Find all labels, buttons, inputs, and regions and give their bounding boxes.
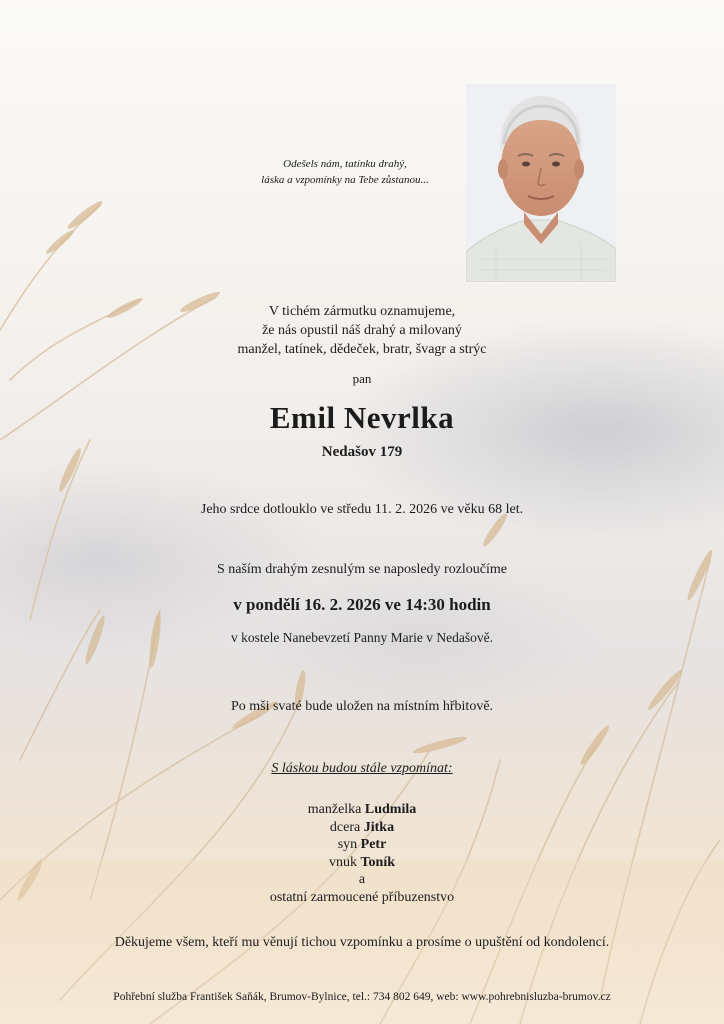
deceased-name: Emil Nevrlka bbox=[269, 400, 455, 435]
mourner-name: Toník bbox=[360, 854, 395, 870]
mourner-name: Petr bbox=[360, 837, 387, 853]
mourner-row bbox=[0, 819, 724, 837]
ceremony-intro: S naším drahým zesnulým se naposledy rozloučíme bbox=[216, 562, 508, 577]
mourner-row bbox=[0, 801, 724, 819]
honorific: pan bbox=[352, 371, 372, 386]
portrait-illustration bbox=[466, 84, 616, 282]
intro-line-2: že nás opustil náš drahý a milovaný bbox=[262, 323, 462, 338]
mourner-relation: syn bbox=[337, 837, 358, 853]
memorial-quote bbox=[240, 156, 450, 188]
mourner-row bbox=[0, 836, 724, 854]
intro-line-3: manžel, tatínek, dědeček, bratr, švagr a strýc bbox=[237, 342, 487, 357]
mourner-relation: vnuk bbox=[328, 854, 357, 870]
quote-line-2: láska a vzpomínky na Tebe zůstanou... bbox=[261, 174, 429, 186]
quote-line-1: Odešels nám, tatínku drahý, bbox=[283, 158, 407, 170]
mourners-rest: ostatní zarmoucené příbuzenstvo bbox=[269, 889, 455, 905]
mourner-relation: dcera bbox=[329, 819, 361, 835]
ceremony-datetime: v pondělí 16. 2. 2026 ve 14:30 hodin bbox=[233, 595, 491, 614]
ceremony-place: v kostele Nanebevzetí Panny Marie v Nedašově. bbox=[230, 630, 494, 645]
mourners-list bbox=[0, 801, 724, 907]
deceased-address: Nedašov 179 bbox=[321, 444, 403, 460]
funeral-service-footer: Pohřební služba František Saňák, Brumov-Bylnice, tel.: 734 802 649, web: www.pohrebnisluzba-brumov.cz bbox=[113, 991, 611, 1003]
intro-line-1: V tichém zármutku oznamujeme, bbox=[268, 304, 456, 319]
mourner-name: Ludmila bbox=[364, 802, 417, 817]
burial-notice: Po mši svaté bude uložen na místním hřbitově. bbox=[230, 699, 494, 714]
portrait-photo bbox=[466, 84, 616, 282]
mourners-and: a bbox=[358, 872, 366, 888]
mourner-row bbox=[0, 854, 724, 872]
death-notice: Jeho srdce dotlouklo ve středu 11. 2. 2026 ve věku 68 let. bbox=[200, 502, 524, 517]
announcement-intro bbox=[0, 302, 724, 359]
mourner-relation: manželka bbox=[307, 802, 362, 817]
mourner-name: Jitka bbox=[363, 819, 395, 835]
thanks-note: Děkujeme všem, kteří mu věnují tichou vzpomínku a prosíme o upuštění od kondolencí. bbox=[114, 935, 610, 950]
remember-heading: S láskou budou stále vzpomínat: bbox=[271, 761, 453, 776]
